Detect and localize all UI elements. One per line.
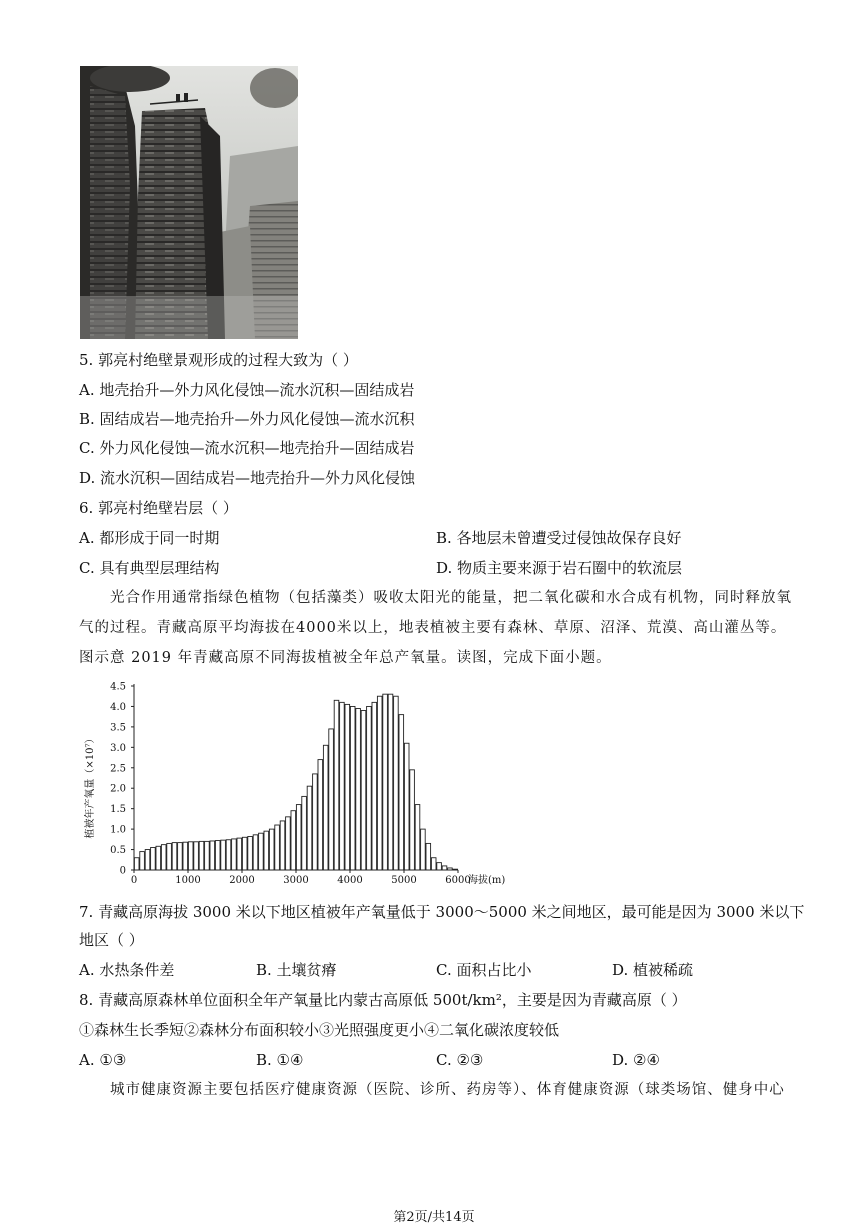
y-tick-label: 3.5 — [110, 722, 126, 734]
q6-option-d: D. 物质主要来源于岩石圈中的软流层 — [436, 559, 683, 577]
bar — [286, 817, 291, 870]
y-tick-label: 1.0 — [110, 824, 126, 836]
bar — [253, 835, 258, 870]
q7-option-a: A. 水热条件差 — [79, 961, 175, 979]
bar — [442, 866, 447, 870]
q8-statements: ①森林生长季短②森林分布面积较小③光照强度更小④二氧化碳浓度较低 — [79, 1021, 560, 1039]
x-tick-label: 5000 — [391, 875, 417, 886]
bar — [313, 774, 318, 870]
q6-option-a: A. 都形成于同一时期 — [79, 529, 220, 547]
bar — [199, 841, 204, 870]
bar — [221, 840, 226, 870]
bar — [145, 850, 150, 870]
bar — [215, 841, 220, 870]
bar — [205, 841, 210, 870]
q7-option-d: D. 植被稀疏 — [612, 961, 694, 979]
x-tick-label: 2000 — [229, 875, 255, 886]
bar — [156, 846, 161, 870]
x-tick-label: 4000 — [337, 875, 363, 886]
bar — [167, 843, 172, 870]
x-axis-label: 海拔(m) — [468, 875, 506, 886]
bar — [269, 829, 274, 870]
bar — [161, 845, 166, 870]
bar — [323, 745, 328, 870]
q6-option-c: C. 具有典型层理结构 — [79, 559, 220, 577]
bar — [426, 843, 431, 870]
bar — [410, 770, 415, 870]
y-tick-label: 0 — [119, 865, 126, 877]
bar — [188, 842, 193, 870]
y-tick-label: 4.5 — [110, 681, 126, 693]
oxygen-production-chart — [78, 676, 538, 888]
bar — [377, 696, 382, 870]
bar — [264, 831, 269, 870]
passage1-line2: 气的过程。青藏高原平均海拔在4000米以上，地表植被主要有森林、草原、沼泽、荒漠、高山灌丛等。 — [79, 620, 787, 636]
bar — [345, 704, 350, 870]
bar — [421, 829, 426, 870]
bar — [275, 825, 280, 870]
q8-stem: 8. 青藏高原森林单位面积全年产氧量比内蒙古高原低 500t/km²，主要是因为青藏高原（ ） — [79, 991, 687, 1009]
bar — [232, 839, 237, 870]
bar — [291, 811, 296, 870]
bar — [329, 729, 334, 870]
bar — [307, 786, 312, 870]
bar — [151, 848, 156, 870]
bar — [318, 760, 323, 870]
x-tick-label: 3000 — [283, 875, 309, 886]
bar — [367, 706, 372, 870]
q8-option-c: C. ②③ — [436, 1051, 484, 1069]
x-tick-label: 0 — [130, 875, 138, 886]
q5-stem: 5. 郭亮村绝壁景观形成的过程大致为（ ） — [79, 351, 358, 369]
q6-option-b: B. 各地层未曾遭受过侵蚀故保存良好 — [436, 529, 682, 547]
bar — [134, 858, 139, 870]
bar — [415, 805, 420, 870]
y-tick-label: 1.5 — [110, 804, 126, 816]
y-tick-label: 4.0 — [110, 701, 126, 713]
q7-option-b: B. 土壤贫瘠 — [256, 961, 337, 979]
passage2-line1: 城市健康资源主要包括医疗健康资源（医院、诊所、药房等）、体育健康资源（球类场馆、健身中心 — [110, 1082, 785, 1098]
q7-stem-line2: 地区（ ） — [79, 931, 144, 949]
y-tick-label: 0.5 — [110, 845, 126, 857]
x-tick-label: 6000 — [445, 875, 471, 886]
y-axis-label: 植被年产氧量（×10⁷） — [85, 733, 96, 839]
y-tick-label: 3.0 — [110, 742, 126, 754]
bar — [334, 700, 339, 870]
bar — [372, 702, 377, 870]
bar — [437, 863, 442, 870]
bar — [302, 796, 307, 870]
bar — [248, 836, 253, 870]
bar — [280, 821, 285, 870]
bar — [183, 842, 188, 870]
q5-option-a: A. 地壳抬升—外力风化侵蚀—流水沉积—固结成岩 — [79, 381, 415, 399]
bar — [178, 843, 183, 870]
q8-option-d: D. ②④ — [612, 1051, 660, 1069]
bar — [394, 696, 399, 870]
passage1-line1: 光合作用通常指绿色植物（包括藻类）吸收太阳光的能量，把二氧化碳和水合成有机物，同时释放氧 — [110, 590, 792, 606]
q7-stem-line1: 7. 青藏高原海拔 3000 米以下地区植被年产氧量低于 3000～5000 米之间地区，最可能是因为 3000 米以下 — [79, 903, 805, 921]
q8-option-b: B. ①④ — [256, 1051, 304, 1069]
q6-stem: 6. 郭亮村绝壁岩层（ ） — [79, 499, 238, 517]
x-tick-label: 1000 — [175, 875, 201, 886]
cliff-photo — [80, 66, 298, 339]
bar — [404, 743, 409, 870]
bar — [210, 841, 215, 870]
y-tick-label: 2.0 — [110, 783, 126, 795]
bar — [340, 702, 345, 870]
q5-option-c: C. 外力风化侵蚀—流水沉积—地壳抬升—固结成岩 — [79, 439, 415, 457]
bar — [259, 833, 264, 870]
bar — [356, 708, 361, 870]
bar — [296, 805, 301, 870]
bar — [194, 842, 199, 870]
bar — [242, 837, 247, 870]
q5-option-b: B. 固结成岩—地壳抬升—外力风化侵蚀—流水沉积 — [79, 410, 415, 428]
q8-option-a: A. ①③ — [79, 1051, 127, 1069]
y-tick-label: 2.5 — [110, 763, 126, 775]
bar — [361, 711, 366, 870]
bar — [172, 843, 177, 870]
bar — [399, 715, 404, 870]
bar — [431, 858, 436, 870]
q5-option-d: D. 流水沉积—固结成岩—地壳抬升—外力风化侵蚀 — [79, 469, 416, 487]
page-footer: 第2页/共14页 — [393, 1210, 475, 1225]
passage1-line3: 图示意 2019 年青藏高原不同海拔植被全年总产氧量。读图，完成下面小题。 — [79, 650, 612, 666]
bar — [388, 694, 393, 870]
bar — [350, 706, 355, 870]
bar — [226, 840, 231, 870]
bar — [140, 852, 145, 870]
bar — [383, 694, 388, 870]
bar — [237, 838, 242, 870]
q7-option-c: C. 面积占比小 — [436, 961, 532, 979]
